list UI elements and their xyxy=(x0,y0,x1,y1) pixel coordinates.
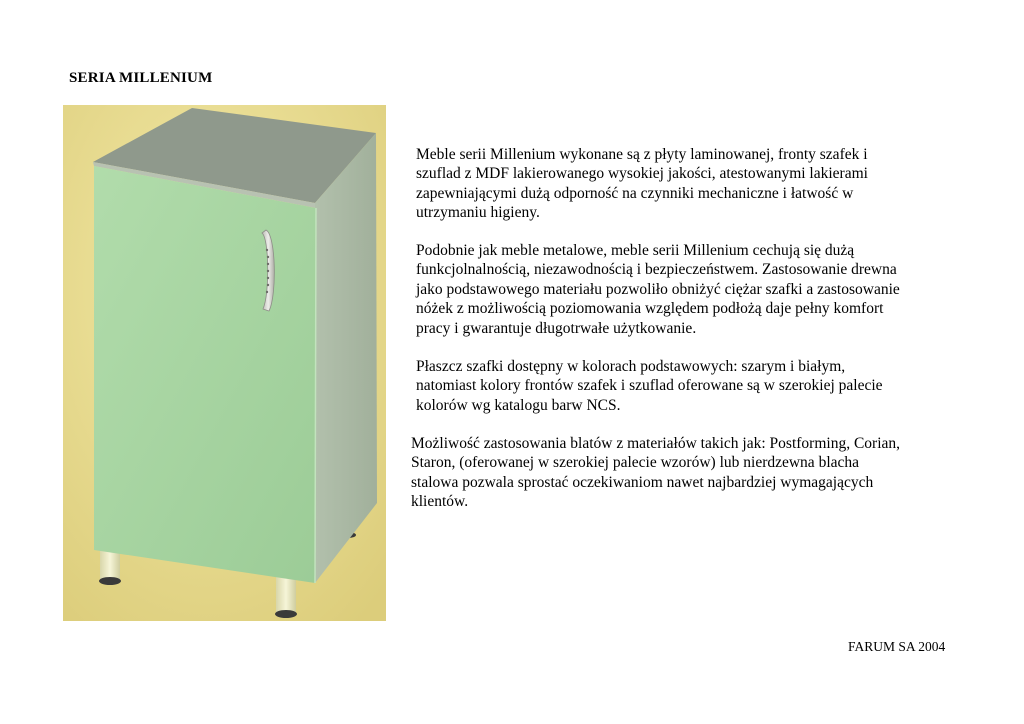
paragraph-materials xyxy=(416,145,976,223)
page-title: SERIA MILLENIUM xyxy=(69,70,213,86)
text-line: natomiast kolory frontów szafek i szuflad oferowane są w szerokiej palecie xyxy=(416,377,883,395)
text-line: funkcjolnalnością, niezawodnością i bezpieczeństwem. Zastosowanie drewna xyxy=(416,261,897,279)
text-line: Możliwość zastosowania blatów z materiałów takich jak: Postforming, Corian, xyxy=(411,435,900,452)
text-line: Staron, (oferowanej w szerokiej palecie wzorów) lub nierdzewna blacha xyxy=(411,454,860,472)
text-line: szuflad z MDF lakierowanego wysokiej jakości, atestowanymi lakierami xyxy=(416,165,868,183)
text-line: zapewniającymi dużą odporność na czynniki mechaniczne i łatwość w xyxy=(416,184,854,202)
text-line: nóżek z możliwością poziomowania względem podłożą daje pełny komfort xyxy=(416,300,884,318)
text-line: Płaszcz szafki dostępny w kolorach podstawowych: szarym i białym, xyxy=(416,358,846,375)
paragraph-functionality xyxy=(416,241,976,338)
text-line: Meble serii Millenium wykonane są z płyty laminowanej, fronty szafek i xyxy=(416,146,868,163)
text-line: utrzymaniu higieny. xyxy=(416,204,540,222)
text-line: pracy i gwarantuje długotrwałe użytkowanie. xyxy=(416,319,697,337)
paragraph-colors xyxy=(416,357,976,415)
paragraph-countertops xyxy=(411,434,981,512)
text-line: stalowa pozwala sprostać oczekiwaniom nawet najbardziej wymagających xyxy=(411,473,874,491)
cabinet-front xyxy=(94,166,316,583)
text-line: Podobnie jak meble metalowe, meble serii Millenium cechują się dużą xyxy=(416,242,855,259)
footer-copyright: FARUM SA 2004 xyxy=(848,639,946,654)
text-line: jako podstawowego materiału pozwoliło obniżyć ciężar szafki a zastosowanie xyxy=(416,280,900,298)
cabinet-illustration xyxy=(63,105,386,621)
text-line: kolorów wg katalogu barw NCS. xyxy=(416,396,621,414)
cabinet-image xyxy=(63,105,386,621)
text-line: klientów. xyxy=(411,493,469,511)
